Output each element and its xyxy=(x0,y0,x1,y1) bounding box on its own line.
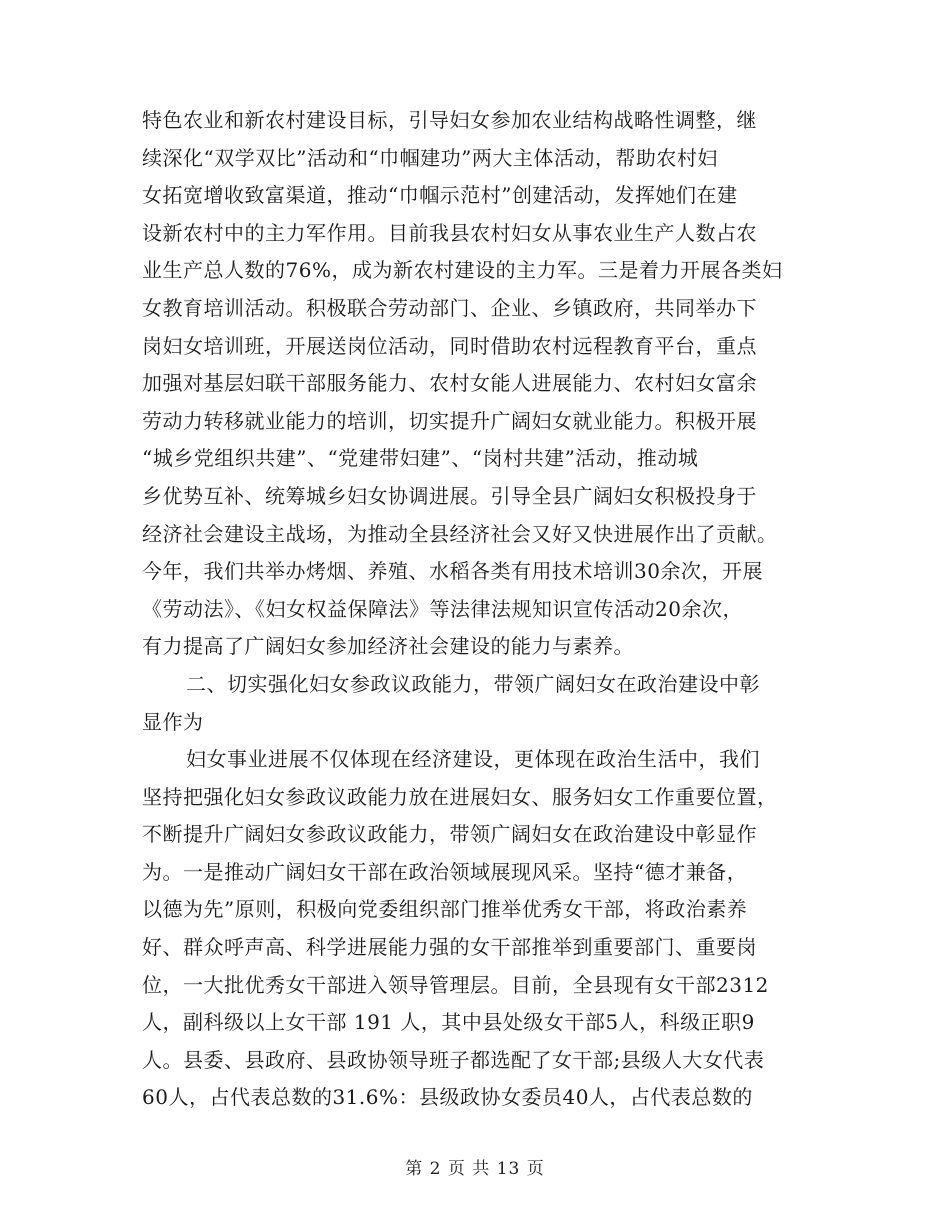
text-line: 二、切实强化妇女参政议政能力，带领广阔妇女在政治建设中彰 xyxy=(186,671,760,696)
page-footer: 第 2 页 共 13 页 xyxy=(405,1159,545,1179)
text-line: 加强对基层妇联干部服务能力、农村女能人进展能力、农村妇女富余 xyxy=(142,371,757,396)
text-line: 设新农村中的主力军作用。目前我县农村妇女从事农业生产人数占农 xyxy=(142,220,757,245)
text-line: 续深化“双学双比”活动和“巾帼建功”两大主体活动，帮助农村妇 xyxy=(142,145,718,170)
text-line: 女拓宽增收致富渠道，推动“巾帼示范村”创建活动，发挥她们在建 xyxy=(142,183,738,208)
text-line: “城乡党组织共建”、“党建带妇建”、“岗村共建”活动，推动城 xyxy=(142,446,699,471)
text-line: 人，副科级以上女干部 191 人，其中县处级女干部5人，科级正职9 xyxy=(142,1010,755,1035)
text-line: 坚持把强化妇女参政议政能力放在进展妇女、服务妇女工作重要位置， xyxy=(142,784,778,809)
body-text xyxy=(142,102,812,1117)
text-line: 人。县委、县政府、县政协领导班子都选配了女干部;县级人大女代表 xyxy=(142,1047,765,1072)
text-line: 女教育培训活动。积极联合劳动部门、企业、乡镇政府，共同举办下 xyxy=(142,295,757,320)
text-line: 特色农业和新农村建设目标，引导妇女参加农业结构战略性调整，继 xyxy=(142,108,757,132)
text-line: 劳动力转移就业能力的培训，切实提升广阔妇女就业能力。积极开展 xyxy=(142,408,757,433)
text-line: 有力提高了广阔妇女参加经济社会建设的能力与素养。 xyxy=(142,634,634,659)
text-line: 为。一是推动广阔妇女干部在政治领域展现风采。坚持“德才兼备， xyxy=(142,859,748,884)
text-line: 今年，我们共举办烤烟、养殖、水稻各类有用技术培训30余次，开展 xyxy=(142,559,763,584)
text-line: 60人，占代表总数的31.6%：县级政协女委员40人，占代表总数的 xyxy=(142,1085,753,1110)
text-line: 岗妇女培训班，开展送岗位活动，同时借助农村远程教育平台，重点 xyxy=(142,333,757,358)
text-line: 不断提升广阔妇女参政议政能力，带领广阔妇女在政治建设中彰显作 xyxy=(142,822,757,847)
text-line: 乡优势互补、统筹城乡妇女协调进展。引导全县广阔妇女积极投身于 xyxy=(142,483,757,508)
text-line: 位，一大批优秀女干部进入领导管理层。目前，全县现有女干部2312 xyxy=(142,972,769,997)
text-line: 好、群众呼声高、科学进展能力强的女干部推举到重要部门、重要岗 xyxy=(142,935,757,960)
text-line: 经济社会建设主战场，为推动全县经济社会又好又快进展作出了贡献。 xyxy=(142,521,778,546)
text-line: 妇女事业进展不仅体现在经济建设，更体现在政治生活中，我们 xyxy=(186,747,760,772)
text-line: 显作为 xyxy=(142,709,204,734)
text-line: 《劳动法》、《妇女权益保障法》等法律法规知识宣传活动20余次， xyxy=(142,596,743,621)
text-line: 业生产总人数的76%，成为新农村建设的主力军。三是着力开展各类妇 xyxy=(142,258,783,283)
text-line: 以德为先”原则，积极向党委组织部门推举优秀女干部，将政治素养 xyxy=(142,897,748,922)
